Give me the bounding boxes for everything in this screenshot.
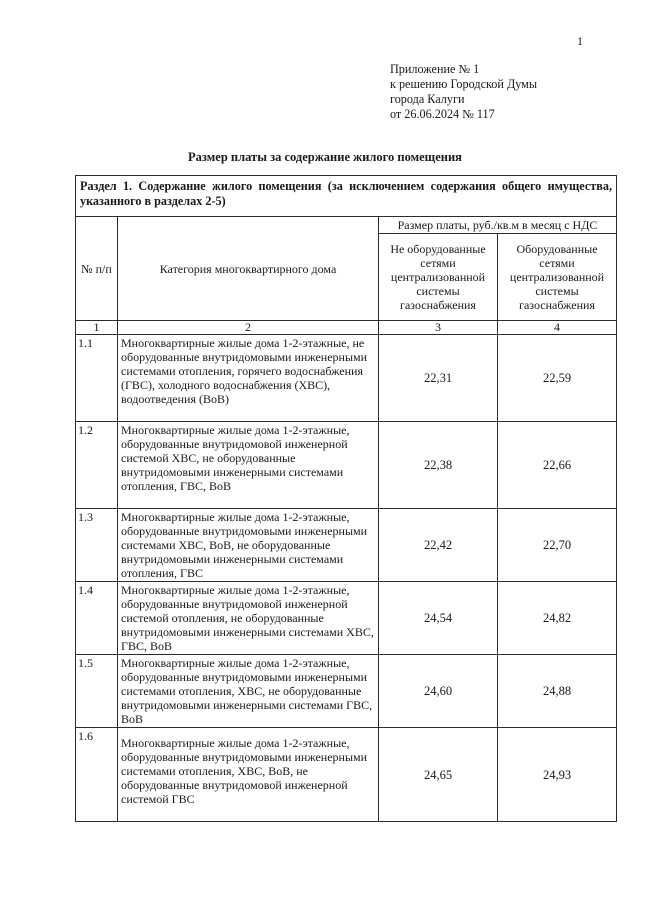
table-row — [76, 655, 617, 728]
price-no-gas: 24,65 — [379, 728, 498, 822]
column-number: 3 — [379, 321, 498, 335]
row-number: 1.4 — [76, 582, 118, 655]
appendix-reference — [390, 62, 537, 122]
price-gas: 22,59 — [498, 335, 617, 422]
row-category: Многоквартирные жилые дома 1-2-этажные, оборудованные внутридомовой инженерной системой ХВС, не оборудованные внутридомовыми инженерными системами отопления, ГВС, ВоВ — [118, 422, 379, 509]
appendix-line-4: от 26.06.2024 № 117 — [390, 107, 495, 121]
appendix-line-1: Приложение № 1 — [390, 62, 480, 76]
tariff-table — [75, 175, 617, 822]
appendix-line-3: города Калуги — [390, 92, 465, 106]
column-number: 2 — [118, 321, 379, 335]
row-number: 1.6 — [76, 728, 118, 822]
price-gas: 24,82 — [498, 582, 617, 655]
price-no-gas: 22,38 — [379, 422, 498, 509]
table-row — [76, 335, 617, 422]
price-gas: 22,66 — [498, 422, 617, 509]
price-header: Размер платы, руб./кв.м в месяц с НДС — [379, 217, 617, 234]
column-number: 1 — [76, 321, 118, 335]
row-category: Многоквартирные жилые дома 1-2-этажные, не оборудованные внутридомовыми инженерными системами отопления, горячего водоснабжения (ГВС), холодного водоснабжения (ХВС), водоотведения (ВоВ) — [118, 335, 379, 422]
table-row — [76, 728, 617, 822]
row-category: Многоквартирные жилые дома 1-2-этажные, оборудованные внутридомовой инженерной системой отопления, не оборудованные внутридомовыми инженерными системами ХВС, ГВС, ВоВ — [118, 582, 379, 655]
table-row — [76, 582, 617, 655]
table-row — [76, 509, 617, 582]
appendix-line-2: к решению Городской Думы — [390, 77, 538, 91]
col-no-gas-header: Не оборудованные сетями централизованной системы газоснабжения — [379, 234, 498, 321]
col-gas-header: Оборудованные сетями централизованной системы газоснабжения — [498, 234, 617, 321]
column-number: 4 — [498, 321, 617, 335]
price-no-gas: 22,42 — [379, 509, 498, 582]
row-category: Многоквартирные жилые дома 1-2-этажные, оборудованные внутридомовыми инженерными системами отопления, ХВС, не оборудованные внутридомовыми инженерными системами ГВС, ВоВ — [118, 655, 379, 728]
row-number: 1.2 — [76, 422, 118, 509]
row-category: Многоквартирные жилые дома 1-2-этажные, оборудованные внутридомовыми инженерными системами отопления, ХВС, ВоВ, не оборудованные внутридомовой инженерной системой ГВС — [118, 728, 379, 822]
page-number: 1 — [577, 34, 583, 48]
row-number: 1.1 — [76, 335, 118, 422]
section-header: Раздел 1. Содержание жилого помещения (за исключением содержания общего имущества, указанного в разделах 2-5) — [76, 176, 617, 217]
price-gas: 24,93 — [498, 728, 617, 822]
price-gas: 24,88 — [498, 655, 617, 728]
price-no-gas: 22,31 — [379, 335, 498, 422]
price-no-gas: 24,54 — [379, 582, 498, 655]
column-numbers-row — [76, 321, 617, 335]
table-row — [76, 422, 617, 509]
price-no-gas: 24,60 — [379, 655, 498, 728]
row-number: 1.5 — [76, 655, 118, 728]
price-gas: 22,70 — [498, 509, 617, 582]
col-number-header: № п/п — [76, 217, 118, 321]
col-category-header: Категория многоквартирного дома — [118, 217, 379, 321]
row-category: Многоквартирные жилые дома 1-2-этажные, оборудованные внутридомовыми инженерными системами ХВС, ВоВ, не оборудованные внутридомовыми инженерными системами отопления, ГВС — [118, 509, 379, 582]
document-title: Размер платы за содержание жилого помещения — [188, 150, 462, 164]
header-row — [76, 217, 617, 234]
row-number: 1.3 — [76, 509, 118, 582]
section-header-row — [76, 176, 617, 217]
